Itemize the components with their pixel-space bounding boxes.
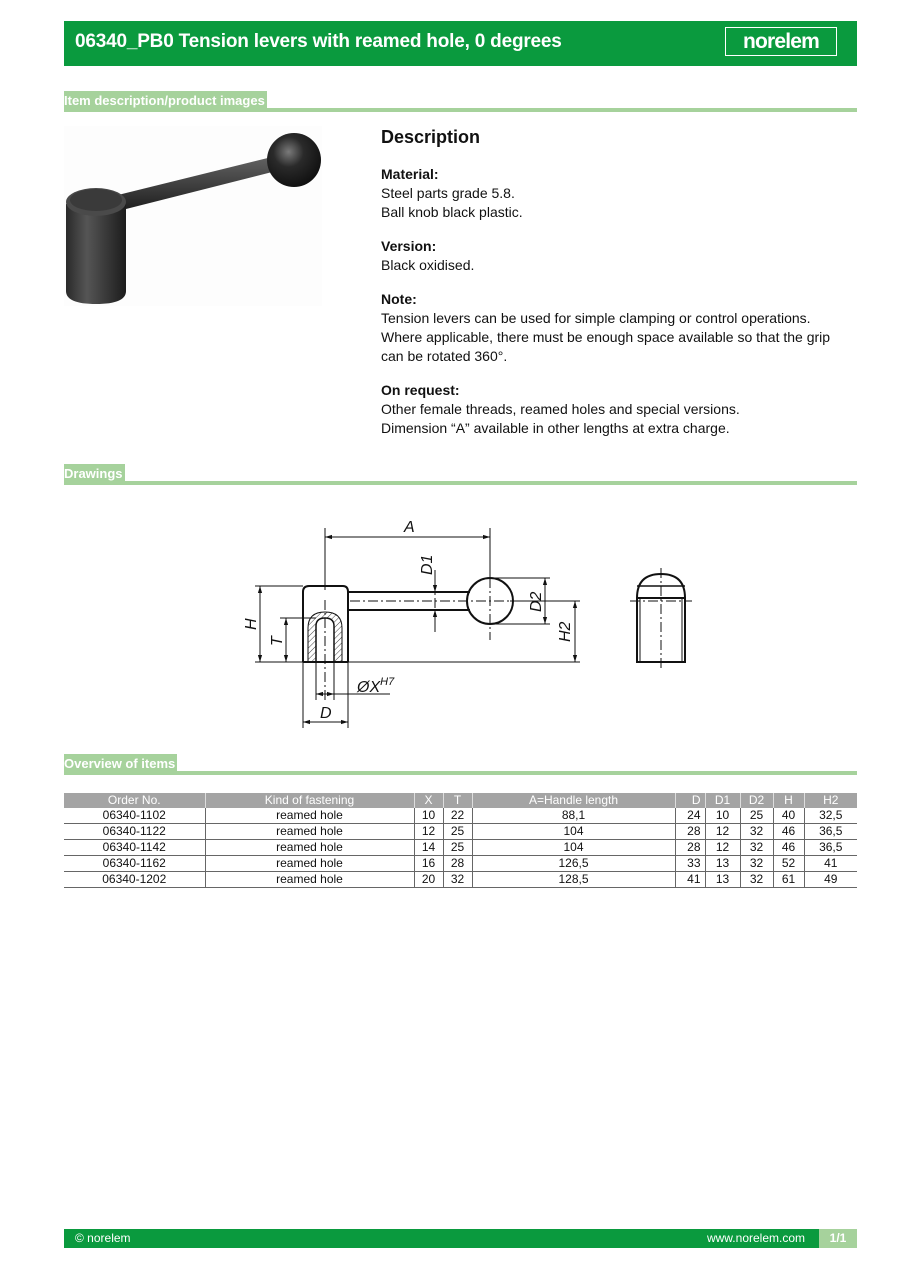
header-bar xyxy=(64,21,857,66)
section-product xyxy=(64,91,857,112)
column-header: A=Handle length xyxy=(472,793,675,808)
material-line: Steel parts grade 5.8. xyxy=(381,185,515,201)
page-title: 06340_PB0 Tension levers with reamed hole, 0 degrees xyxy=(75,31,562,52)
cell-fastening: reamed hole xyxy=(205,824,414,840)
column-header: T xyxy=(443,793,472,808)
material-heading: Material: xyxy=(381,166,439,182)
note-heading: Note: xyxy=(381,291,417,307)
cell-h: 40 xyxy=(773,808,804,824)
cell-t: 28 xyxy=(443,856,472,872)
cell-d2: 32 xyxy=(740,872,773,888)
cell-a: 88,1 xyxy=(472,808,675,824)
column-header: H xyxy=(773,793,804,808)
table-row xyxy=(64,872,857,888)
cell-d1: 13 xyxy=(705,872,740,888)
cell-d2: 32 xyxy=(740,840,773,856)
cell-d: 33 xyxy=(675,856,705,872)
cell-h2: 36,5 xyxy=(804,840,857,856)
column-header: D1 xyxy=(705,793,740,808)
dim-label-h: H xyxy=(243,618,260,630)
cell-h2: 32,5 xyxy=(804,808,857,824)
table-row xyxy=(64,840,857,856)
cell-d1: 12 xyxy=(705,840,740,856)
cell-fastening: reamed hole xyxy=(205,808,414,824)
cell-h2: 41 xyxy=(804,856,857,872)
request-heading: On request: xyxy=(381,382,460,398)
cell-d2: 32 xyxy=(740,824,773,840)
description-block xyxy=(381,128,851,453)
dim-label-h2: H2 xyxy=(557,621,574,642)
cell-d1: 10 xyxy=(705,808,740,824)
cell-d2: 32 xyxy=(740,856,773,872)
column-header: X xyxy=(414,793,443,808)
section-overview xyxy=(64,754,857,775)
cell-h2: 36,5 xyxy=(804,824,857,840)
cell-fastening: reamed hole xyxy=(205,856,414,872)
dim-label-d: D xyxy=(320,705,332,722)
note-line: Tension levers can be used for simple clamping or control operations. xyxy=(381,310,811,326)
column-header: Kind of fastening xyxy=(205,793,414,808)
section-drawings xyxy=(64,464,857,485)
cell-d2: 25 xyxy=(740,808,773,824)
dim-label-d2: D2 xyxy=(528,591,545,612)
cell-t: 25 xyxy=(443,824,472,840)
cell-d: 28 xyxy=(675,840,705,856)
table-row xyxy=(64,856,857,872)
cell-h2: 49 xyxy=(804,872,857,888)
technical-drawing xyxy=(230,510,710,740)
table-row xyxy=(64,808,857,824)
dim-label-x xyxy=(356,676,395,696)
section-divider xyxy=(64,771,857,775)
cell-x: 16 xyxy=(414,856,443,872)
cell-order-no: 06340-1142 xyxy=(64,840,205,856)
description-title: Description xyxy=(381,127,481,147)
cell-order-no: 06340-1122 xyxy=(64,824,205,840)
footer-website-link[interactable]: www.norelem.com xyxy=(706,1231,805,1245)
cell-d: 41 xyxy=(675,872,705,888)
product-image xyxy=(64,126,322,306)
cell-x: 20 xyxy=(414,872,443,888)
cell-h: 46 xyxy=(773,840,804,856)
footer-bar xyxy=(64,1229,857,1248)
version-block xyxy=(381,237,851,275)
version-line: Black oxidised. xyxy=(381,257,475,273)
cell-x: 10 xyxy=(414,808,443,824)
table-row xyxy=(64,824,857,840)
request-line: Other female threads, reamed holes and special versions. xyxy=(381,401,740,417)
cell-h: 46 xyxy=(773,824,804,840)
request-block xyxy=(381,381,851,438)
request-line: Dimension “A” available in other lengths at extra charge. xyxy=(381,420,730,436)
cell-x: 12 xyxy=(414,824,443,840)
material-block xyxy=(381,165,851,222)
cell-a: 104 xyxy=(472,824,675,840)
cell-t: 32 xyxy=(443,872,472,888)
section-label-drawings: Drawings xyxy=(64,466,123,481)
note-line: Where applicable, there must be enough space available so that the grip can be rotated 360°. xyxy=(381,329,831,364)
dim-label-a: A xyxy=(404,519,415,536)
cell-h: 52 xyxy=(773,856,804,872)
section-label-overview: Overview of items xyxy=(64,756,176,771)
material-line: Ball knob black plastic. xyxy=(381,204,523,220)
cell-order-no: 06340-1162 xyxy=(64,856,205,872)
dim-label-t: T xyxy=(269,636,286,646)
section-divider xyxy=(64,108,857,112)
column-header: Order No. xyxy=(64,793,205,808)
cell-a: 128,5 xyxy=(472,872,675,888)
cell-d: 24 xyxy=(675,808,705,824)
cell-a: 104 xyxy=(472,840,675,856)
dim-label-x-main: ØX xyxy=(357,679,381,696)
cell-d1: 13 xyxy=(705,856,740,872)
dim-label-d1: D1 xyxy=(419,554,436,575)
cell-h: 61 xyxy=(773,872,804,888)
section-label-product: Item description/product images xyxy=(64,93,265,108)
column-header: D xyxy=(675,793,705,808)
cell-fastening: reamed hole xyxy=(205,840,414,856)
cell-t: 22 xyxy=(443,808,472,824)
section-divider xyxy=(64,481,857,485)
norelem-logo xyxy=(725,27,837,56)
column-header: D2 xyxy=(740,793,773,808)
note-block xyxy=(381,290,851,366)
version-heading: Version: xyxy=(381,238,437,254)
logo-text: norelem xyxy=(742,30,820,53)
cell-fastening: reamed hole xyxy=(205,872,414,888)
footer-copyright: © norelem xyxy=(75,1231,131,1245)
page-number: 1/1 xyxy=(819,1229,857,1248)
cell-a: 126,5 xyxy=(472,856,675,872)
cell-d: 28 xyxy=(675,824,705,840)
items-table xyxy=(64,793,857,888)
table-header-row xyxy=(64,793,857,808)
dim-label-x-tolerance: H7 xyxy=(380,676,395,688)
cell-d1: 12 xyxy=(705,824,740,840)
cell-t: 25 xyxy=(443,840,472,856)
cell-order-no: 06340-1202 xyxy=(64,872,205,888)
cell-x: 14 xyxy=(414,840,443,856)
column-header: H2 xyxy=(804,793,857,808)
cell-order-no: 06340-1102 xyxy=(64,808,205,824)
